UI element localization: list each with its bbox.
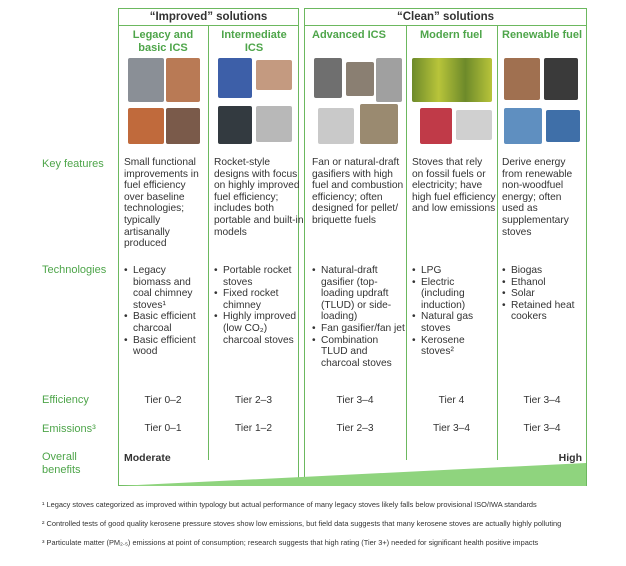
- list-item: • Portable rocket stoves: [214, 265, 304, 288]
- col-title-modern: Modern fuel: [420, 29, 483, 41]
- stove-photo: [456, 110, 492, 140]
- stove-photo: [256, 106, 292, 142]
- key-feature-modern: Stoves that rely on fossil fuels or electricity; have high fuel efficiency and low emissions: [412, 157, 496, 215]
- benefits-wedge: [118, 455, 588, 487]
- row-label-overall: Overall benefits: [42, 451, 81, 476]
- stove-photo: [256, 60, 292, 90]
- key-feature-renewable: Derive energy from renewable non-woodfuel energy; often used as supplementary stoves: [502, 157, 573, 238]
- efficiency-modern: Tier 4: [438, 395, 465, 406]
- key-feature-intermediate: Rocket-style designs with focus on highly improved fuel efficiency; includes both portable and built-in models: [214, 157, 304, 238]
- list-item: • Basic efficient charcoal: [124, 311, 206, 334]
- technologies-modern: [412, 265, 496, 358]
- row-label-efficiency: Efficiency: [42, 394, 89, 406]
- list-item: • Natural-draft gasifier (top-loading updraft (TLUD) or side-loading): [312, 265, 406, 323]
- list-item: • Highly improved (low CO₂) charcoal stoves: [214, 311, 304, 346]
- list-item: • Legacy biomass and coal chimney stoves¹: [124, 265, 206, 311]
- row-label-emissions: Emissions³: [42, 423, 96, 435]
- stove-photo: [128, 58, 164, 102]
- list-item: • Fan gasifier/fan jet: [312, 323, 406, 335]
- clean-header-rule: [304, 25, 587, 26]
- efficiency-legacy: Tier 0–2: [144, 395, 182, 406]
- list-item: • Basic efficient wood: [124, 335, 206, 358]
- stove-photo: [218, 58, 252, 98]
- col-title-renewable: Renewable fuel: [502, 29, 583, 41]
- stove-photo: [544, 58, 578, 100]
- list-item: • Biogas: [502, 265, 586, 277]
- improved-group-title: “Improved” solutions: [149, 11, 268, 23]
- stove-photo: [504, 108, 542, 144]
- stove-photo: [412, 58, 492, 102]
- stove-photo: [360, 104, 398, 144]
- overall-low-label: Moderate: [124, 452, 171, 464]
- row-label-key-features: Key features: [42, 158, 104, 170]
- stove-photo: [166, 58, 200, 102]
- emissions-modern: Tier 3–4: [433, 423, 470, 434]
- list-item: • Retained heat cookers: [502, 300, 586, 323]
- efficiency-intermediate: Tier 2–3: [235, 395, 272, 406]
- stove-photo: [376, 58, 402, 102]
- list-item: • Solar: [502, 288, 586, 300]
- list-item: • Fixed rocket chimney: [214, 288, 304, 311]
- efficiency-renewable: Tier 3–4: [523, 395, 561, 406]
- stove-photo: [218, 106, 252, 144]
- list-item: • Combination TLUD and charcoal stoves: [312, 335, 406, 370]
- stove-photo: [420, 108, 452, 144]
- overall-high-label: High: [558, 452, 582, 464]
- list-item: • Kerosene stoves²: [412, 335, 496, 358]
- footnote-1: ¹ Legacy stoves categorized as improved within typology but actual performance of many legacy stoves likely falls below provisional ISO/IWA standards: [42, 500, 537, 509]
- stove-photo: [504, 58, 540, 100]
- clean-group-title: “Clean” solutions: [396, 11, 495, 23]
- stove-photo: [314, 58, 342, 98]
- efficiency-advanced: Tier 3–4: [336, 395, 374, 406]
- technologies-advanced: [312, 265, 406, 369]
- emissions-legacy: Tier 0–1: [144, 423, 182, 434]
- col-title-intermediate: Intermediate ICS: [221, 29, 287, 54]
- row-label-technologies: Technologies: [42, 264, 107, 276]
- stove-photo: [346, 62, 374, 96]
- technologies-renewable: [502, 265, 586, 323]
- list-item: • Ethanol: [502, 277, 586, 289]
- col-title-legacy: Legacy and basic ICS: [132, 29, 194, 54]
- technologies-legacy: [124, 265, 206, 358]
- key-feature-advanced: Fan or natural-draft gasifiers with high fuel and combustion efficiency; often designed for pellet/ briquette fuels: [312, 157, 404, 226]
- list-item: • Electric (including induction): [412, 277, 496, 312]
- stove-photo: [318, 108, 354, 144]
- emissions-intermediate: Tier 1–2: [235, 423, 272, 434]
- emissions-advanced: Tier 2–3: [336, 423, 374, 434]
- footnote-3: ³ Particulate matter (PM₂.₅) emissions at point of consumption; research suggests that high rating (Tier 3+) needed for significant health positive impacts: [42, 538, 539, 547]
- technologies-intermediate: [214, 265, 304, 346]
- col-title-advanced: Advanced ICS: [312, 29, 386, 41]
- stove-photo: [128, 108, 164, 144]
- list-item: • Natural gas stoves: [412, 311, 496, 334]
- key-feature-legacy: Small functional improvements in fuel efficiency over baseline technologies; typically artisanally produced: [124, 157, 199, 250]
- list-item: • LPG: [412, 265, 496, 277]
- stove-photo: [546, 110, 580, 142]
- emissions-renewable: Tier 3–4: [523, 423, 561, 434]
- stove-photo: [166, 108, 200, 144]
- footnote-2: ² Controlled tests of good quality kerosene pressure stoves show low emissions, but field data suggests that many kerosene stoves are actually highly polluting: [42, 519, 562, 528]
